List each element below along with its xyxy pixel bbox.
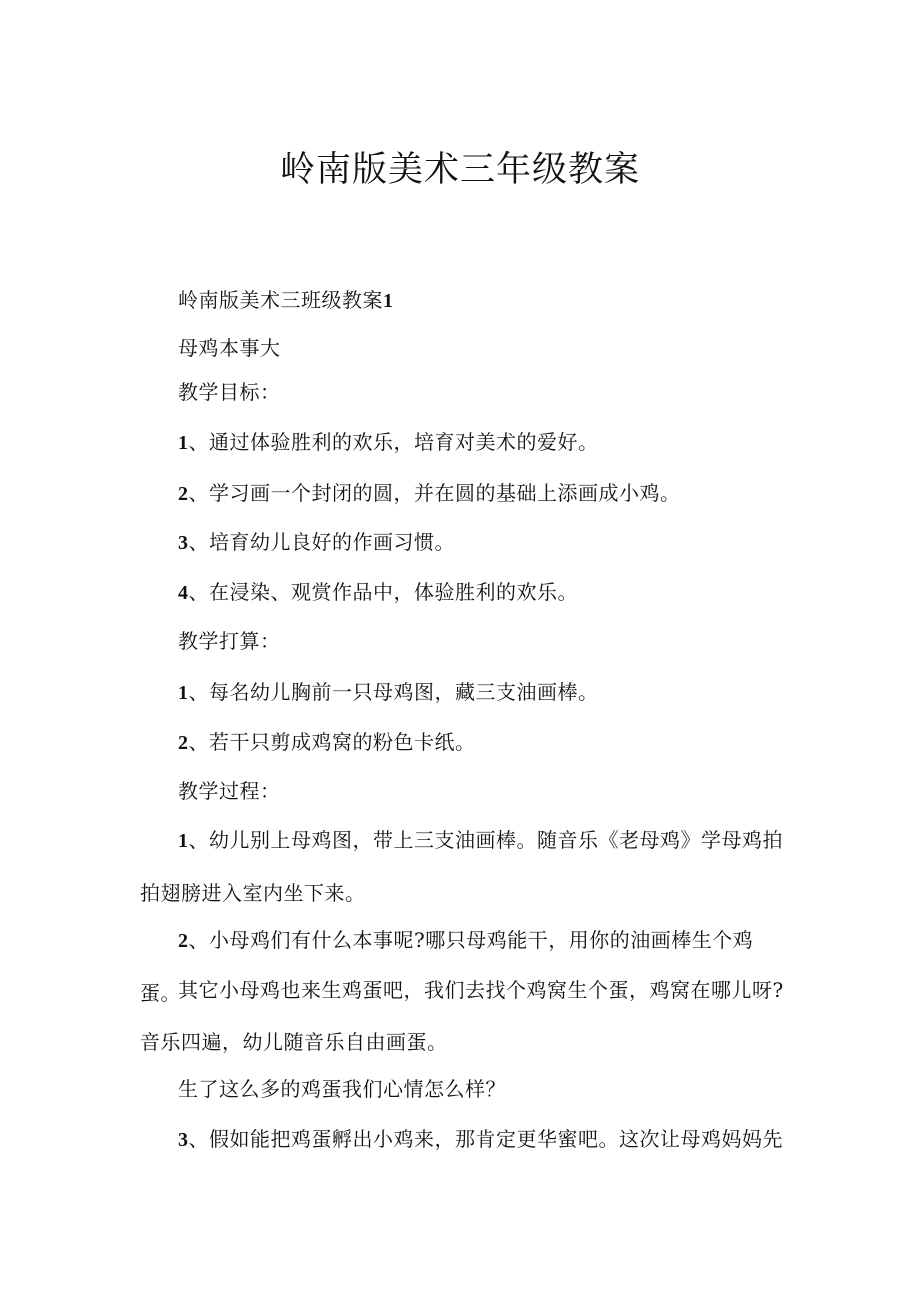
subtitle-text: 岭南版美术三班级教案 xyxy=(178,288,383,312)
prep-text: 、每名幼儿胸前一只母鸡图，藏三支油画棒。 xyxy=(188,680,599,704)
goal-text: 、通过体验胜利的欢乐，培育对美术的爱好。 xyxy=(188,430,599,454)
process-text: 、幼儿别上母鸡图，带上三支油画棒。随音乐《老母鸡》学母鸡拍拍翅膀进入室内坐下来。 xyxy=(140,828,783,905)
prep-item xyxy=(178,678,599,707)
goal-number: 3 xyxy=(178,532,189,554)
goal-text: 、学习画一个封闭的圆，并在圆的基础上添画成小鸡。 xyxy=(188,481,681,505)
goals-heading: 教学目标： xyxy=(178,380,281,404)
prep-number: 2 xyxy=(178,732,189,754)
subtitle-number: 1 xyxy=(383,290,394,312)
goal-item xyxy=(178,428,599,457)
goal-item xyxy=(178,578,578,607)
goal-number: 2 xyxy=(178,483,189,505)
process-paragraph xyxy=(140,814,785,919)
process-paragraph xyxy=(140,1113,785,1166)
goal-number: 1 xyxy=(178,432,189,454)
goal-item xyxy=(178,528,455,557)
lesson-subtitle xyxy=(178,286,394,315)
process-text: 其它小母鸡也来生鸡蛋吧，我们去找个鸡窝生个蛋，鸡窝在哪儿呀?音乐四遍，幼儿随音乐自由画蛋。 xyxy=(140,978,784,1054)
process-number: 1 xyxy=(178,830,189,852)
process-number: 2 xyxy=(178,930,189,952)
lesson-name: 母鸡本事大 xyxy=(178,336,281,360)
process-heading: 教学过程： xyxy=(178,779,281,803)
document-title: 岭南版美术三年级教案 xyxy=(279,150,640,190)
prep-number: 1 xyxy=(178,682,189,704)
process-text: 、假如能把鸡蛋孵出小鸡来，那肯定更华蜜吧。这次让母鸡妈妈先 xyxy=(188,1127,783,1151)
process-number: 3 xyxy=(178,1129,189,1151)
process-text: 生了这么多的鸡蛋我们心情怎么样？ xyxy=(178,1077,506,1101)
goal-item xyxy=(178,479,681,508)
goal-text: 、在浸染、观赏作品中，体验胜利的欢乐。 xyxy=(188,580,578,604)
process-paragraph xyxy=(140,964,785,1068)
process-text: 、小母鸡们有什么本事呢?哪只母鸡能干，用你的油画棒生个鸡蛋。 xyxy=(140,928,754,1005)
prep-heading: 教学打算： xyxy=(178,629,281,653)
goal-number: 4 xyxy=(178,582,189,604)
prep-item xyxy=(178,728,476,757)
prep-text: 、若干只剪成鸡窝的粉色卡纸。 xyxy=(188,730,476,754)
goal-text: 、培育幼儿良好的作画习惯。 xyxy=(188,530,455,554)
process-paragraph xyxy=(140,1063,785,1115)
